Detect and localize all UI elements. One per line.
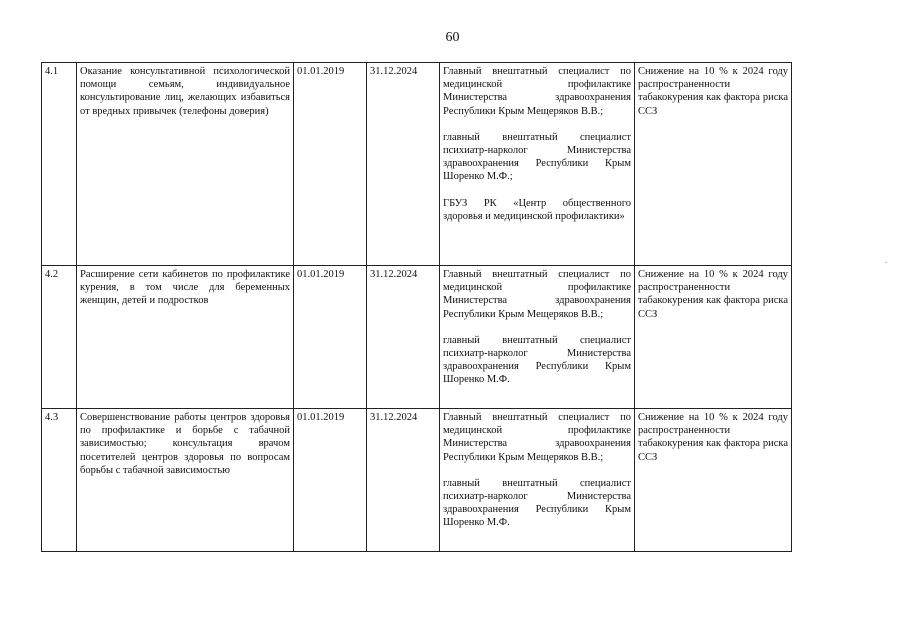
row-number: 4.3 bbox=[42, 409, 77, 552]
table-row bbox=[42, 63, 792, 266]
table-row bbox=[42, 409, 792, 552]
executor-entry: Главный внештатный специалист по медицинской профилактике Министерства здравоохранения Республики Крым Мещеряков В.В.; bbox=[443, 269, 631, 320]
executor-entry: главный внештатный специалист психиатр-нарколог Министерства здравоохранения Республики Крым Шоренко М.Ф. bbox=[443, 334, 631, 386]
expected-result: Снижение на 10 % к 2024 году распространенности табакокурения как фактора риска ССЗ bbox=[635, 409, 792, 552]
executors-cell bbox=[440, 409, 635, 552]
end-date: 31.12.2024 bbox=[367, 409, 440, 552]
row-number: 4.1 bbox=[42, 63, 77, 266]
expected-result: Снижение на 10 % к 2024 году распространенности табакокурения как фактора риска ССЗ bbox=[635, 266, 792, 409]
start-date: 01.01.2019 bbox=[294, 266, 367, 409]
executor-entry: главный внештатный специалист психиатр-нарколог Министерства здравоохранения Республики Крым Шоренко М.Ф.; bbox=[443, 131, 631, 183]
page-number: 60 bbox=[445, 30, 460, 45]
activity-name: Оказание консультативной психологической помощи семьям, индивидуальное консультирование лиц, желающих избавиться от вредных привычек (телефоны доверия) bbox=[77, 63, 294, 266]
end-date: 31.12.2024 bbox=[367, 266, 440, 409]
expected-result: Снижение на 10 % к 2024 году распространенности табакокурения как фактора риска ССЗ bbox=[635, 63, 792, 266]
executor-entry: Главный внештатный специалист по медицинской профилактике Министерства здравоохранения Республики Крым Мещеряков В.В.; bbox=[443, 412, 631, 463]
start-date: 01.01.2019 bbox=[294, 63, 367, 266]
activity-name: Расширение сети кабинетов по профилактике курения, в том числе для беременных женщин, детей и подростков bbox=[77, 266, 294, 409]
executor-entry: ГБУЗ РК «Центр общественного здоровья и медицинской профилактики» bbox=[443, 197, 631, 222]
executors-cell bbox=[440, 266, 635, 409]
executor-entry: Главный внештатный специалист по медицинской профилактике Министерства здравоохранения Республики Крым Мещеряков В.В.; bbox=[443, 66, 631, 117]
row-number: 4.2 bbox=[42, 266, 77, 409]
scan-speck bbox=[885, 262, 887, 263]
executor-entry: главный внештатный специалист психиатр-нарколог Министерства здравоохранения Республики Крым Шоренко М.Ф. bbox=[443, 477, 631, 529]
start-date: 01.01.2019 bbox=[294, 409, 367, 552]
plan-table bbox=[41, 62, 792, 552]
activity-name: Совершенствование работы центров здоровья по профилактике и борьбе с табачной зависимостью; консультация врачом посетителей центров здоровья по вопросам борьбы с табачной зависимостью bbox=[77, 409, 294, 552]
executors-cell bbox=[440, 63, 635, 266]
end-date: 31.12.2024 bbox=[367, 63, 440, 266]
table-row bbox=[42, 266, 792, 409]
